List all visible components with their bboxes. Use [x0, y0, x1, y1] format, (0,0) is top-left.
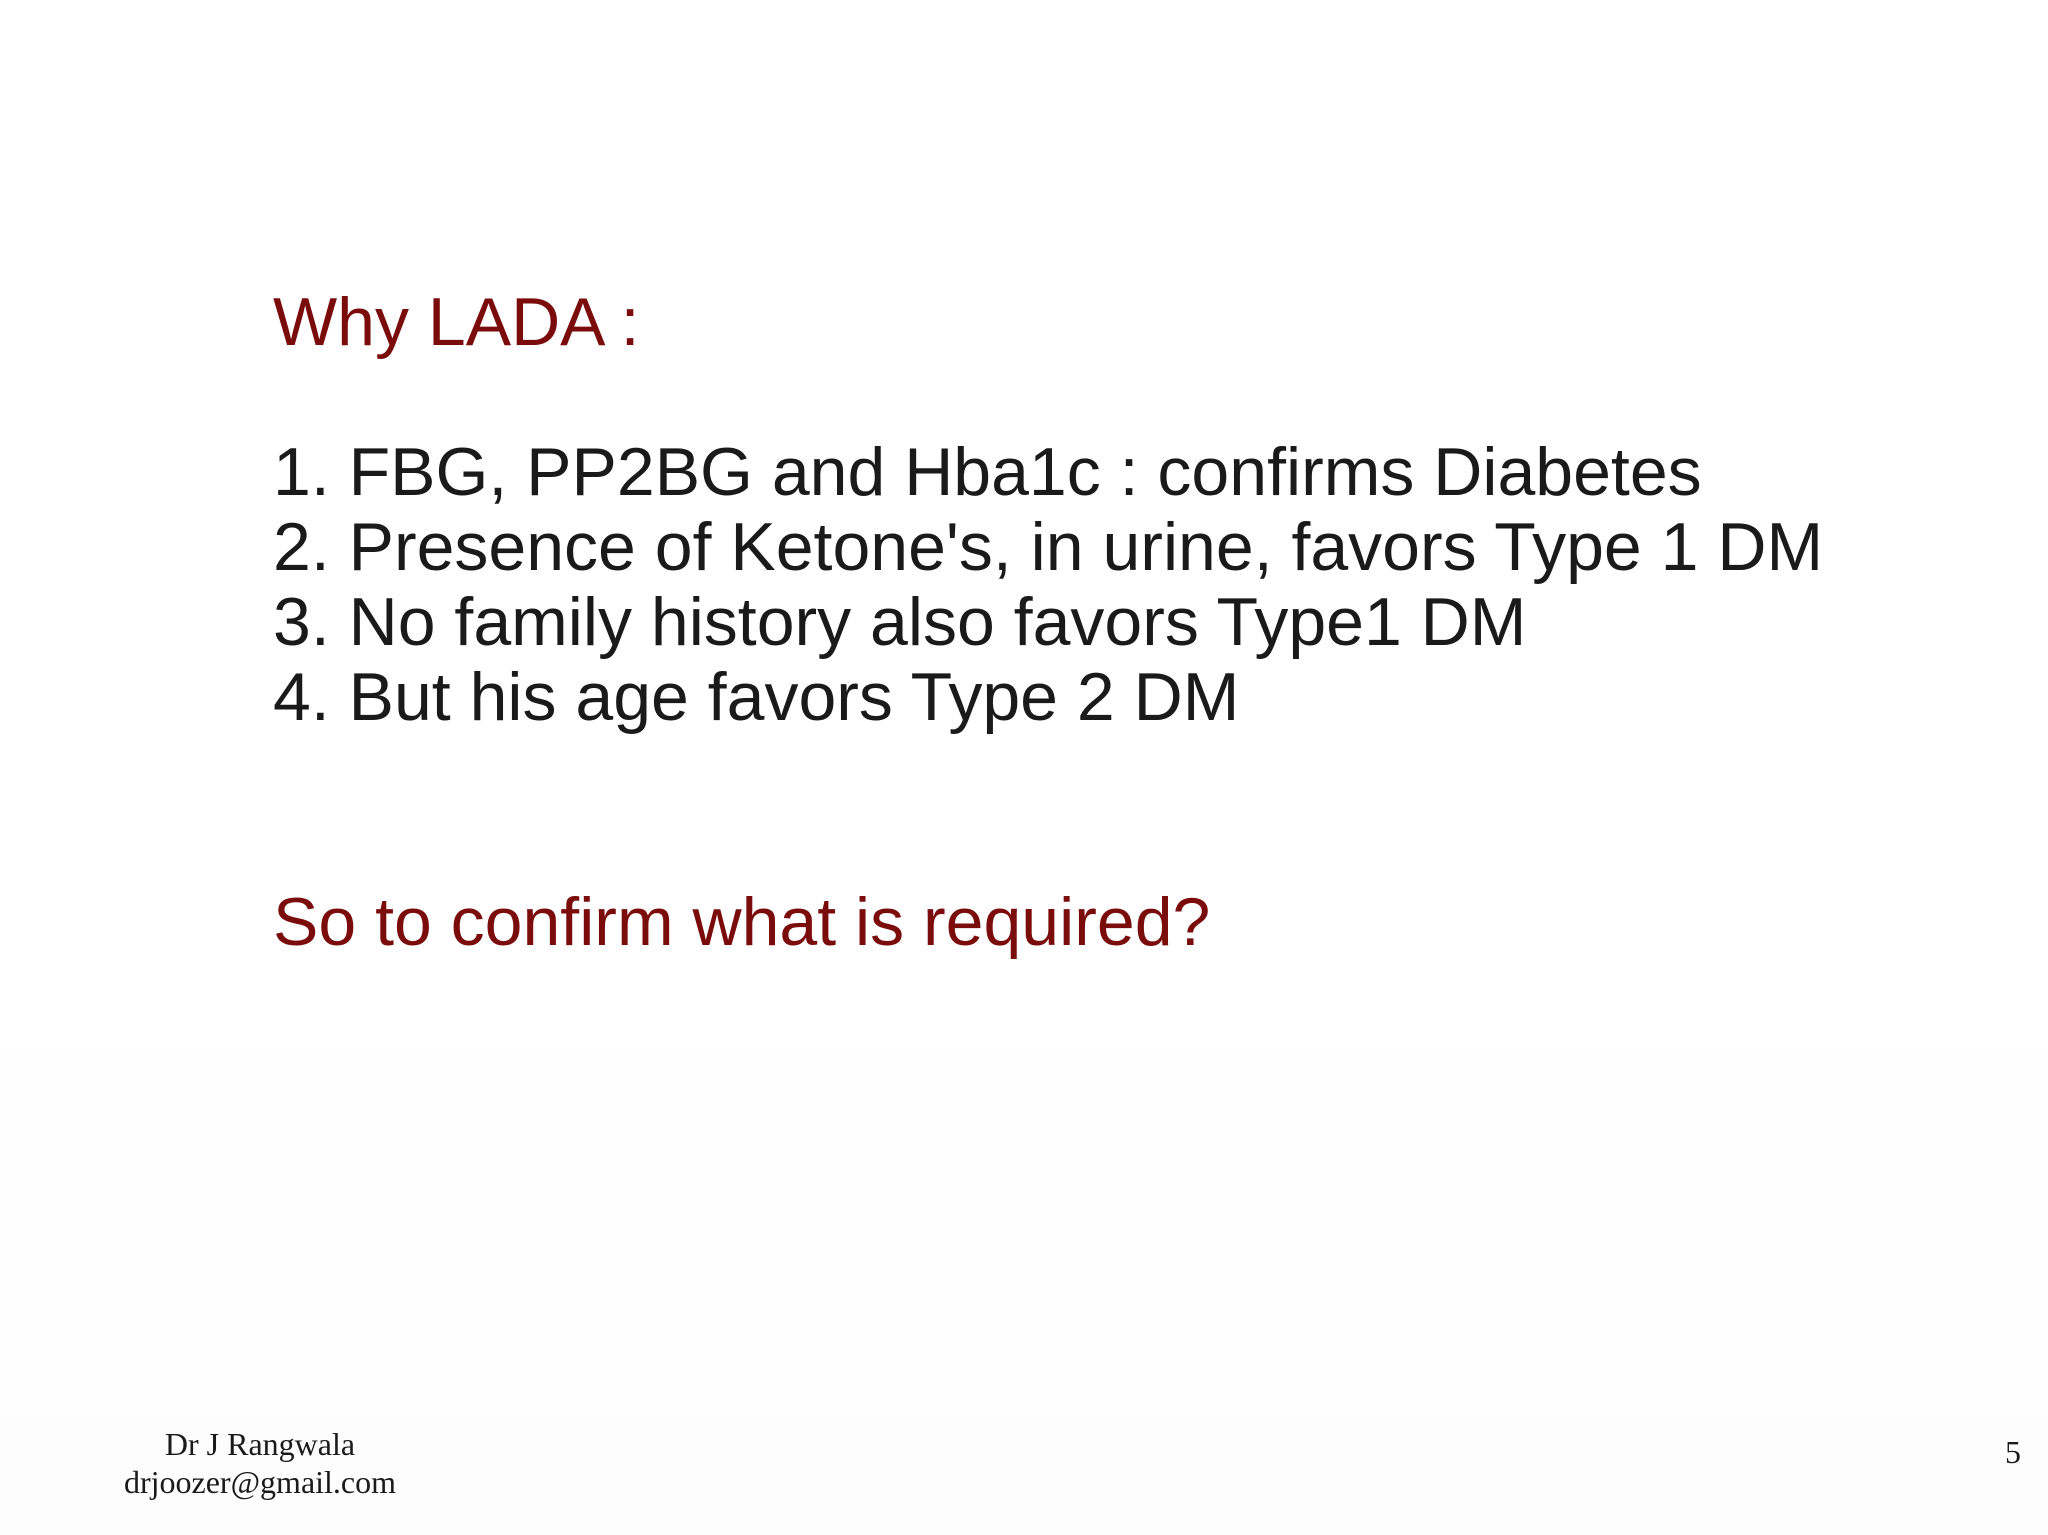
slide-heading: Why LADA :: [273, 284, 640, 360]
spacer: [273, 360, 1873, 435]
list-item: 1. FBG, PP2BG and Hba1c : confirms Diabetes: [273, 434, 1702, 510]
slide-content: [273, 285, 1873, 960]
footer-author-block: [100, 1425, 420, 1501]
slide-question: So to confirm what is required?: [273, 884, 1211, 960]
list-item: 3. No family history also favors Type1 DM: [273, 584, 1527, 660]
page-number: 5: [2005, 1434, 2021, 1470]
spacer: [273, 735, 1873, 885]
author-email: drjoozer@gmail.com: [123, 1464, 397, 1500]
list-item: 4. But his age favors Type 2 DM: [273, 659, 1240, 735]
list-item: 2. Presence of Ketone's, in urine, favors Type 1 DM: [273, 509, 1824, 585]
author-name: Dr J Rangwala: [164, 1426, 356, 1462]
